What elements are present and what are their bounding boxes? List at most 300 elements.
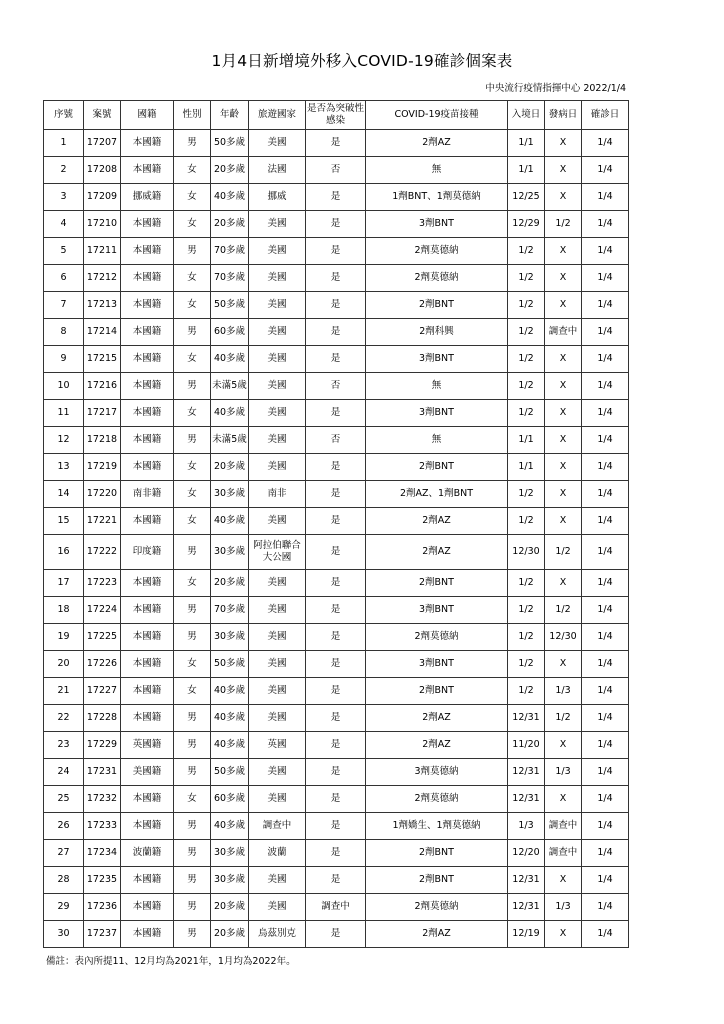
- table-row: [44, 840, 629, 867]
- cell-case-no: 17222: [84, 535, 121, 570]
- cell-travel-country: 阿拉伯聯合大公國: [249, 535, 306, 570]
- cell-onset-date: X: [545, 651, 582, 678]
- header-sex: 性別: [174, 101, 211, 130]
- cell-breakthrough: 是: [306, 786, 366, 813]
- table-row: [44, 535, 629, 570]
- cell-age: 20多歲: [211, 157, 249, 184]
- cell-sex: 女: [174, 454, 211, 481]
- cell-entry-date: 1/2: [508, 319, 545, 346]
- cell-sex: 女: [174, 508, 211, 535]
- cell-vaccine: 無: [366, 157, 508, 184]
- cell-case-no: 17237: [84, 921, 121, 948]
- cell-breakthrough: 是: [306, 651, 366, 678]
- cell-vaccine: 2劑莫德納: [366, 786, 508, 813]
- cell-confirm-date: 1/4: [582, 211, 629, 238]
- cell-case-no: 17214: [84, 319, 121, 346]
- cell-age: 40多歲: [211, 346, 249, 373]
- cell-seq: 8: [44, 319, 84, 346]
- cell-sex: 女: [174, 481, 211, 508]
- cell-entry-date: 1/2: [508, 570, 545, 597]
- cell-entry-date: 1/2: [508, 373, 545, 400]
- cell-seq: 27: [44, 840, 84, 867]
- cell-nationality: 本國籍: [121, 813, 174, 840]
- cell-sex: 女: [174, 292, 211, 319]
- cell-sex: 男: [174, 840, 211, 867]
- cell-confirm-date: 1/4: [582, 265, 629, 292]
- cell-breakthrough: 是: [306, 705, 366, 732]
- cell-sex: 男: [174, 319, 211, 346]
- table-row: [44, 292, 629, 319]
- cell-breakthrough: 是: [306, 508, 366, 535]
- cell-case-no: 17218: [84, 427, 121, 454]
- cell-onset-date: X: [545, 130, 582, 157]
- cell-breakthrough: 是: [306, 346, 366, 373]
- cell-breakthrough: 是: [306, 867, 366, 894]
- footnote: 備註：表內所提11、12月均為2021年，1月均為2022年。: [46, 956, 296, 967]
- cell-nationality: 本國籍: [121, 678, 174, 705]
- cell-onset-date: X: [545, 346, 582, 373]
- cell-case-no: 17235: [84, 867, 121, 894]
- cell-travel-country: 美國: [249, 427, 306, 454]
- cell-seq: 23: [44, 732, 84, 759]
- cell-seq: 29: [44, 894, 84, 921]
- cell-entry-date: 1/2: [508, 400, 545, 427]
- cell-vaccine: 2劑BNT: [366, 840, 508, 867]
- cell-case-no: 17209: [84, 184, 121, 211]
- cell-onset-date: X: [545, 454, 582, 481]
- cell-sex: 男: [174, 705, 211, 732]
- table-row: [44, 678, 629, 705]
- cell-confirm-date: 1/4: [582, 508, 629, 535]
- cell-confirm-date: 1/4: [582, 346, 629, 373]
- cell-sex: 男: [174, 373, 211, 400]
- cell-seq: 9: [44, 346, 84, 373]
- cell-onset-date: X: [545, 238, 582, 265]
- table-row: [44, 184, 629, 211]
- table-row: [44, 705, 629, 732]
- cell-onset-date: X: [545, 508, 582, 535]
- header-vaccine: COVID-19疫苗接種: [366, 101, 508, 130]
- table-row: [44, 508, 629, 535]
- cell-vaccine: 3劑莫德納: [366, 759, 508, 786]
- cell-breakthrough: 是: [306, 211, 366, 238]
- cell-confirm-date: 1/4: [582, 319, 629, 346]
- cell-onset-date: X: [545, 400, 582, 427]
- cell-seq: 14: [44, 481, 84, 508]
- header-entry-date: 入境日: [508, 101, 545, 130]
- cell-case-no: 17211: [84, 238, 121, 265]
- cell-entry-date: 12/19: [508, 921, 545, 948]
- cell-age: 60多歲: [211, 319, 249, 346]
- cell-sex: 女: [174, 211, 211, 238]
- cell-case-no: 17228: [84, 705, 121, 732]
- cell-age: 30多歲: [211, 481, 249, 508]
- source-line: 中央流行疫情指揮中心 2022/1/4: [485, 83, 626, 94]
- cell-case-no: 17224: [84, 597, 121, 624]
- header-seq: 序號: [44, 101, 84, 130]
- cell-case-no: 17234: [84, 840, 121, 867]
- cell-onset-date: X: [545, 921, 582, 948]
- cell-case-no: 17213: [84, 292, 121, 319]
- cell-nationality: 本國籍: [121, 786, 174, 813]
- cell-entry-date: 12/31: [508, 786, 545, 813]
- cell-case-no: 17232: [84, 786, 121, 813]
- cell-travel-country: 美國: [249, 651, 306, 678]
- cell-sex: 男: [174, 894, 211, 921]
- cell-vaccine: 2劑莫德納: [366, 624, 508, 651]
- cell-confirm-date: 1/4: [582, 705, 629, 732]
- cell-sex: 男: [174, 867, 211, 894]
- page-title: 1月4日新增境外移入COVID-19確診個案表: [211, 52, 513, 70]
- cell-breakthrough: 調查中: [306, 894, 366, 921]
- cell-age: 60多歲: [211, 786, 249, 813]
- cell-onset-date: X: [545, 867, 582, 894]
- cell-onset-date: X: [545, 373, 582, 400]
- cell-travel-country: 英國: [249, 732, 306, 759]
- cell-confirm-date: 1/4: [582, 624, 629, 651]
- cell-case-no: 17220: [84, 481, 121, 508]
- table-row: [44, 759, 629, 786]
- cell-sex: 女: [174, 678, 211, 705]
- cell-entry-date: 1/2: [508, 678, 545, 705]
- cell-sex: 男: [174, 238, 211, 265]
- table-row: [44, 813, 629, 840]
- cell-confirm-date: 1/4: [582, 454, 629, 481]
- cell-seq: 2: [44, 157, 84, 184]
- cell-nationality: 本國籍: [121, 238, 174, 265]
- cell-onset-date: X: [545, 184, 582, 211]
- cell-onset-date: 12/30: [545, 624, 582, 651]
- cell-age: 50多歲: [211, 130, 249, 157]
- cell-vaccine: 2劑BNT: [366, 292, 508, 319]
- cell-nationality: 本國籍: [121, 651, 174, 678]
- cell-breakthrough: 是: [306, 921, 366, 948]
- cell-travel-country: 美國: [249, 238, 306, 265]
- cell-nationality: 本國籍: [121, 211, 174, 238]
- cell-travel-country: 美國: [249, 373, 306, 400]
- cell-age: 20多歲: [211, 894, 249, 921]
- table-row: [44, 894, 629, 921]
- cell-confirm-date: 1/4: [582, 867, 629, 894]
- cell-vaccine: 3劑BNT: [366, 651, 508, 678]
- cell-entry-date: 1/1: [508, 157, 545, 184]
- cell-seq: 13: [44, 454, 84, 481]
- cell-case-no: 17212: [84, 265, 121, 292]
- cell-age: 30多歲: [211, 840, 249, 867]
- cell-entry-date: 12/31: [508, 867, 545, 894]
- table-row: [44, 265, 629, 292]
- cell-nationality: 本國籍: [121, 867, 174, 894]
- cell-travel-country: 美國: [249, 759, 306, 786]
- cell-case-no: 17221: [84, 508, 121, 535]
- cell-age: 未滿5歲: [211, 427, 249, 454]
- cell-entry-date: 12/31: [508, 759, 545, 786]
- cell-seq: 20: [44, 651, 84, 678]
- cell-case-no: 17223: [84, 570, 121, 597]
- cell-breakthrough: 是: [306, 319, 366, 346]
- cell-travel-country: 美國: [249, 319, 306, 346]
- cell-nationality: 本國籍: [121, 130, 174, 157]
- cell-breakthrough: 是: [306, 481, 366, 508]
- cell-case-no: 17219: [84, 454, 121, 481]
- cell-nationality: 本國籍: [121, 705, 174, 732]
- cell-age: 50多歲: [211, 759, 249, 786]
- cell-breakthrough: 是: [306, 184, 366, 211]
- cell-confirm-date: 1/4: [582, 481, 629, 508]
- cell-age: 40多歲: [211, 508, 249, 535]
- cell-breakthrough: 是: [306, 292, 366, 319]
- cell-age: 20多歲: [211, 454, 249, 481]
- cell-vaccine: 1劑BNT、1劑莫德納: [366, 184, 508, 211]
- cell-vaccine: 3劑BNT: [366, 211, 508, 238]
- cell-confirm-date: 1/4: [582, 678, 629, 705]
- cell-confirm-date: 1/4: [582, 184, 629, 211]
- cell-nationality: 本國籍: [121, 894, 174, 921]
- cell-entry-date: 1/1: [508, 130, 545, 157]
- cell-sex: 女: [174, 157, 211, 184]
- cell-age: 40多歲: [211, 705, 249, 732]
- cell-confirm-date: 1/4: [582, 570, 629, 597]
- cell-nationality: 英國籍: [121, 732, 174, 759]
- cell-seq: 28: [44, 867, 84, 894]
- cell-onset-date: 調查中: [545, 813, 582, 840]
- cell-onset-date: 調查中: [545, 319, 582, 346]
- cell-age: 20多歲: [211, 570, 249, 597]
- cell-entry-date: 1/1: [508, 454, 545, 481]
- cell-onset-date: X: [545, 732, 582, 759]
- cell-seq: 26: [44, 813, 84, 840]
- cell-sex: 男: [174, 759, 211, 786]
- cell-confirm-date: 1/4: [582, 759, 629, 786]
- cell-vaccine: 2劑BNT: [366, 454, 508, 481]
- cell-sex: 男: [174, 535, 211, 570]
- cell-breakthrough: 是: [306, 454, 366, 481]
- cell-seq: 15: [44, 508, 84, 535]
- cell-travel-country: 美國: [249, 624, 306, 651]
- cell-travel-country: 美國: [249, 454, 306, 481]
- cell-travel-country: 美國: [249, 570, 306, 597]
- cell-case-no: 17216: [84, 373, 121, 400]
- cell-sex: 男: [174, 597, 211, 624]
- cell-vaccine: 3劑BNT: [366, 346, 508, 373]
- cell-age: 未滿5歲: [211, 373, 249, 400]
- cell-nationality: 本國籍: [121, 157, 174, 184]
- cell-vaccine: 2劑AZ: [366, 130, 508, 157]
- cell-breakthrough: 是: [306, 840, 366, 867]
- cell-breakthrough: 是: [306, 759, 366, 786]
- cell-entry-date: 1/2: [508, 265, 545, 292]
- cell-sex: 女: [174, 400, 211, 427]
- cell-nationality: 印度籍: [121, 535, 174, 570]
- header-confirm-date: 確診日: [582, 101, 629, 130]
- cell-seq: 18: [44, 597, 84, 624]
- cell-travel-country: 美國: [249, 400, 306, 427]
- table-row: [44, 157, 629, 184]
- cell-travel-country: 美國: [249, 292, 306, 319]
- cell-seq: 11: [44, 400, 84, 427]
- cell-entry-date: 1/2: [508, 346, 545, 373]
- cell-onset-date: X: [545, 427, 582, 454]
- cell-age: 40多歲: [211, 678, 249, 705]
- table-row: [44, 651, 629, 678]
- table-row: [44, 130, 629, 157]
- cell-entry-date: 12/25: [508, 184, 545, 211]
- cell-travel-country: 法國: [249, 157, 306, 184]
- cell-seq: 5: [44, 238, 84, 265]
- cell-confirm-date: 1/4: [582, 597, 629, 624]
- table-row: [44, 921, 629, 948]
- cell-nationality: 本國籍: [121, 346, 174, 373]
- cell-breakthrough: 是: [306, 238, 366, 265]
- cell-entry-date: 12/31: [508, 894, 545, 921]
- cell-confirm-date: 1/4: [582, 651, 629, 678]
- cell-breakthrough: 否: [306, 427, 366, 454]
- cell-sex: 男: [174, 732, 211, 759]
- cell-age: 70多歲: [211, 597, 249, 624]
- cell-case-no: 17236: [84, 894, 121, 921]
- cell-vaccine: 2劑AZ: [366, 535, 508, 570]
- table-row: [44, 238, 629, 265]
- table-row: [44, 597, 629, 624]
- cell-age: 70多歲: [211, 265, 249, 292]
- header-travel-country: 旅遊國家: [249, 101, 306, 130]
- cell-age: 40多歲: [211, 732, 249, 759]
- cell-vaccine: 2劑AZ: [366, 921, 508, 948]
- cell-case-no: 17227: [84, 678, 121, 705]
- cell-travel-country: 南非: [249, 481, 306, 508]
- cell-case-no: 17233: [84, 813, 121, 840]
- cell-entry-date: 1/2: [508, 481, 545, 508]
- table-row: [44, 481, 629, 508]
- cell-onset-date: X: [545, 292, 582, 319]
- cell-vaccine: 3劑BNT: [366, 400, 508, 427]
- cell-breakthrough: 否: [306, 373, 366, 400]
- cell-vaccine: 2劑莫德納: [366, 894, 508, 921]
- cell-onset-date: 1/2: [545, 705, 582, 732]
- cell-confirm-date: 1/4: [582, 130, 629, 157]
- cell-onset-date: 1/2: [545, 597, 582, 624]
- cell-age: 50多歲: [211, 651, 249, 678]
- table-row: [44, 319, 629, 346]
- cell-age: 30多歲: [211, 867, 249, 894]
- cell-confirm-date: 1/4: [582, 535, 629, 570]
- cell-nationality: 本國籍: [121, 624, 174, 651]
- cell-breakthrough: 是: [306, 624, 366, 651]
- cell-nationality: 波蘭籍: [121, 840, 174, 867]
- cell-breakthrough: 是: [306, 535, 366, 570]
- cell-seq: 19: [44, 624, 84, 651]
- cell-nationality: 本國籍: [121, 921, 174, 948]
- cell-vaccine: 無: [366, 373, 508, 400]
- cell-nationality: 挪威籍: [121, 184, 174, 211]
- cell-onset-date: 調查中: [545, 840, 582, 867]
- cell-entry-date: 1/1: [508, 427, 545, 454]
- cell-nationality: 本國籍: [121, 319, 174, 346]
- cell-entry-date: 11/20: [508, 732, 545, 759]
- cell-vaccine: 2劑BNT: [366, 570, 508, 597]
- cell-nationality: 本國籍: [121, 454, 174, 481]
- cell-age: 50多歲: [211, 292, 249, 319]
- cell-travel-country: 烏茲別克: [249, 921, 306, 948]
- cell-travel-country: 調查中: [249, 813, 306, 840]
- cell-seq: 16: [44, 535, 84, 570]
- header-nationality: 國籍: [121, 101, 174, 130]
- cell-breakthrough: 是: [306, 732, 366, 759]
- cell-entry-date: 1/2: [508, 597, 545, 624]
- cell-sex: 女: [174, 786, 211, 813]
- cell-confirm-date: 1/4: [582, 894, 629, 921]
- header-case-no: 案號: [84, 101, 121, 130]
- cell-case-no: 17217: [84, 400, 121, 427]
- cell-age: 30多歲: [211, 624, 249, 651]
- cell-confirm-date: 1/4: [582, 813, 629, 840]
- cell-entry-date: 1/2: [508, 508, 545, 535]
- table-header-row: [44, 101, 629, 130]
- cell-age: 20多歲: [211, 211, 249, 238]
- table-row: [44, 732, 629, 759]
- cell-confirm-date: 1/4: [582, 373, 629, 400]
- cell-travel-country: 美國: [249, 508, 306, 535]
- table-row: [44, 786, 629, 813]
- cell-nationality: 本國籍: [121, 373, 174, 400]
- cell-confirm-date: 1/4: [582, 157, 629, 184]
- cell-vaccine: 2劑AZ、1劑BNT: [366, 481, 508, 508]
- cell-vaccine: 3劑BNT: [366, 597, 508, 624]
- cell-seq: 7: [44, 292, 84, 319]
- cell-case-no: 17229: [84, 732, 121, 759]
- cell-onset-date: 1/2: [545, 535, 582, 570]
- cell-nationality: 南非籍: [121, 481, 174, 508]
- cell-case-no: 17210: [84, 211, 121, 238]
- cell-age: 30多歲: [211, 535, 249, 570]
- table-row: [44, 454, 629, 481]
- cell-nationality: 本國籍: [121, 597, 174, 624]
- cell-travel-country: 美國: [249, 867, 306, 894]
- cell-case-no: 17231: [84, 759, 121, 786]
- cell-confirm-date: 1/4: [582, 238, 629, 265]
- cell-case-no: 17226: [84, 651, 121, 678]
- cell-vaccine: 2劑AZ: [366, 705, 508, 732]
- table-row: [44, 624, 629, 651]
- cell-travel-country: 美國: [249, 130, 306, 157]
- cell-vaccine: 2劑BNT: [366, 678, 508, 705]
- cell-vaccine: 2劑科興: [366, 319, 508, 346]
- cell-seq: 25: [44, 786, 84, 813]
- cell-entry-date: 1/2: [508, 238, 545, 265]
- cell-confirm-date: 1/4: [582, 786, 629, 813]
- cell-travel-country: 波蘭: [249, 840, 306, 867]
- cell-onset-date: 1/3: [545, 678, 582, 705]
- cell-case-no: 17215: [84, 346, 121, 373]
- cell-case-no: 17208: [84, 157, 121, 184]
- cell-case-no: 17225: [84, 624, 121, 651]
- cell-travel-country: 美國: [249, 597, 306, 624]
- cell-entry-date: 12/20: [508, 840, 545, 867]
- cell-travel-country: 挪威: [249, 184, 306, 211]
- cell-onset-date: X: [545, 481, 582, 508]
- cell-sex: 女: [174, 184, 211, 211]
- cell-age: 40多歲: [211, 184, 249, 211]
- cell-nationality: 本國籍: [121, 292, 174, 319]
- cell-nationality: 本國籍: [121, 508, 174, 535]
- cell-travel-country: 美國: [249, 265, 306, 292]
- cell-travel-country: 美國: [249, 346, 306, 373]
- cell-breakthrough: 是: [306, 813, 366, 840]
- cell-vaccine: 2劑BNT: [366, 867, 508, 894]
- cell-breakthrough: 是: [306, 265, 366, 292]
- cell-confirm-date: 1/4: [582, 732, 629, 759]
- cell-nationality: 本國籍: [121, 427, 174, 454]
